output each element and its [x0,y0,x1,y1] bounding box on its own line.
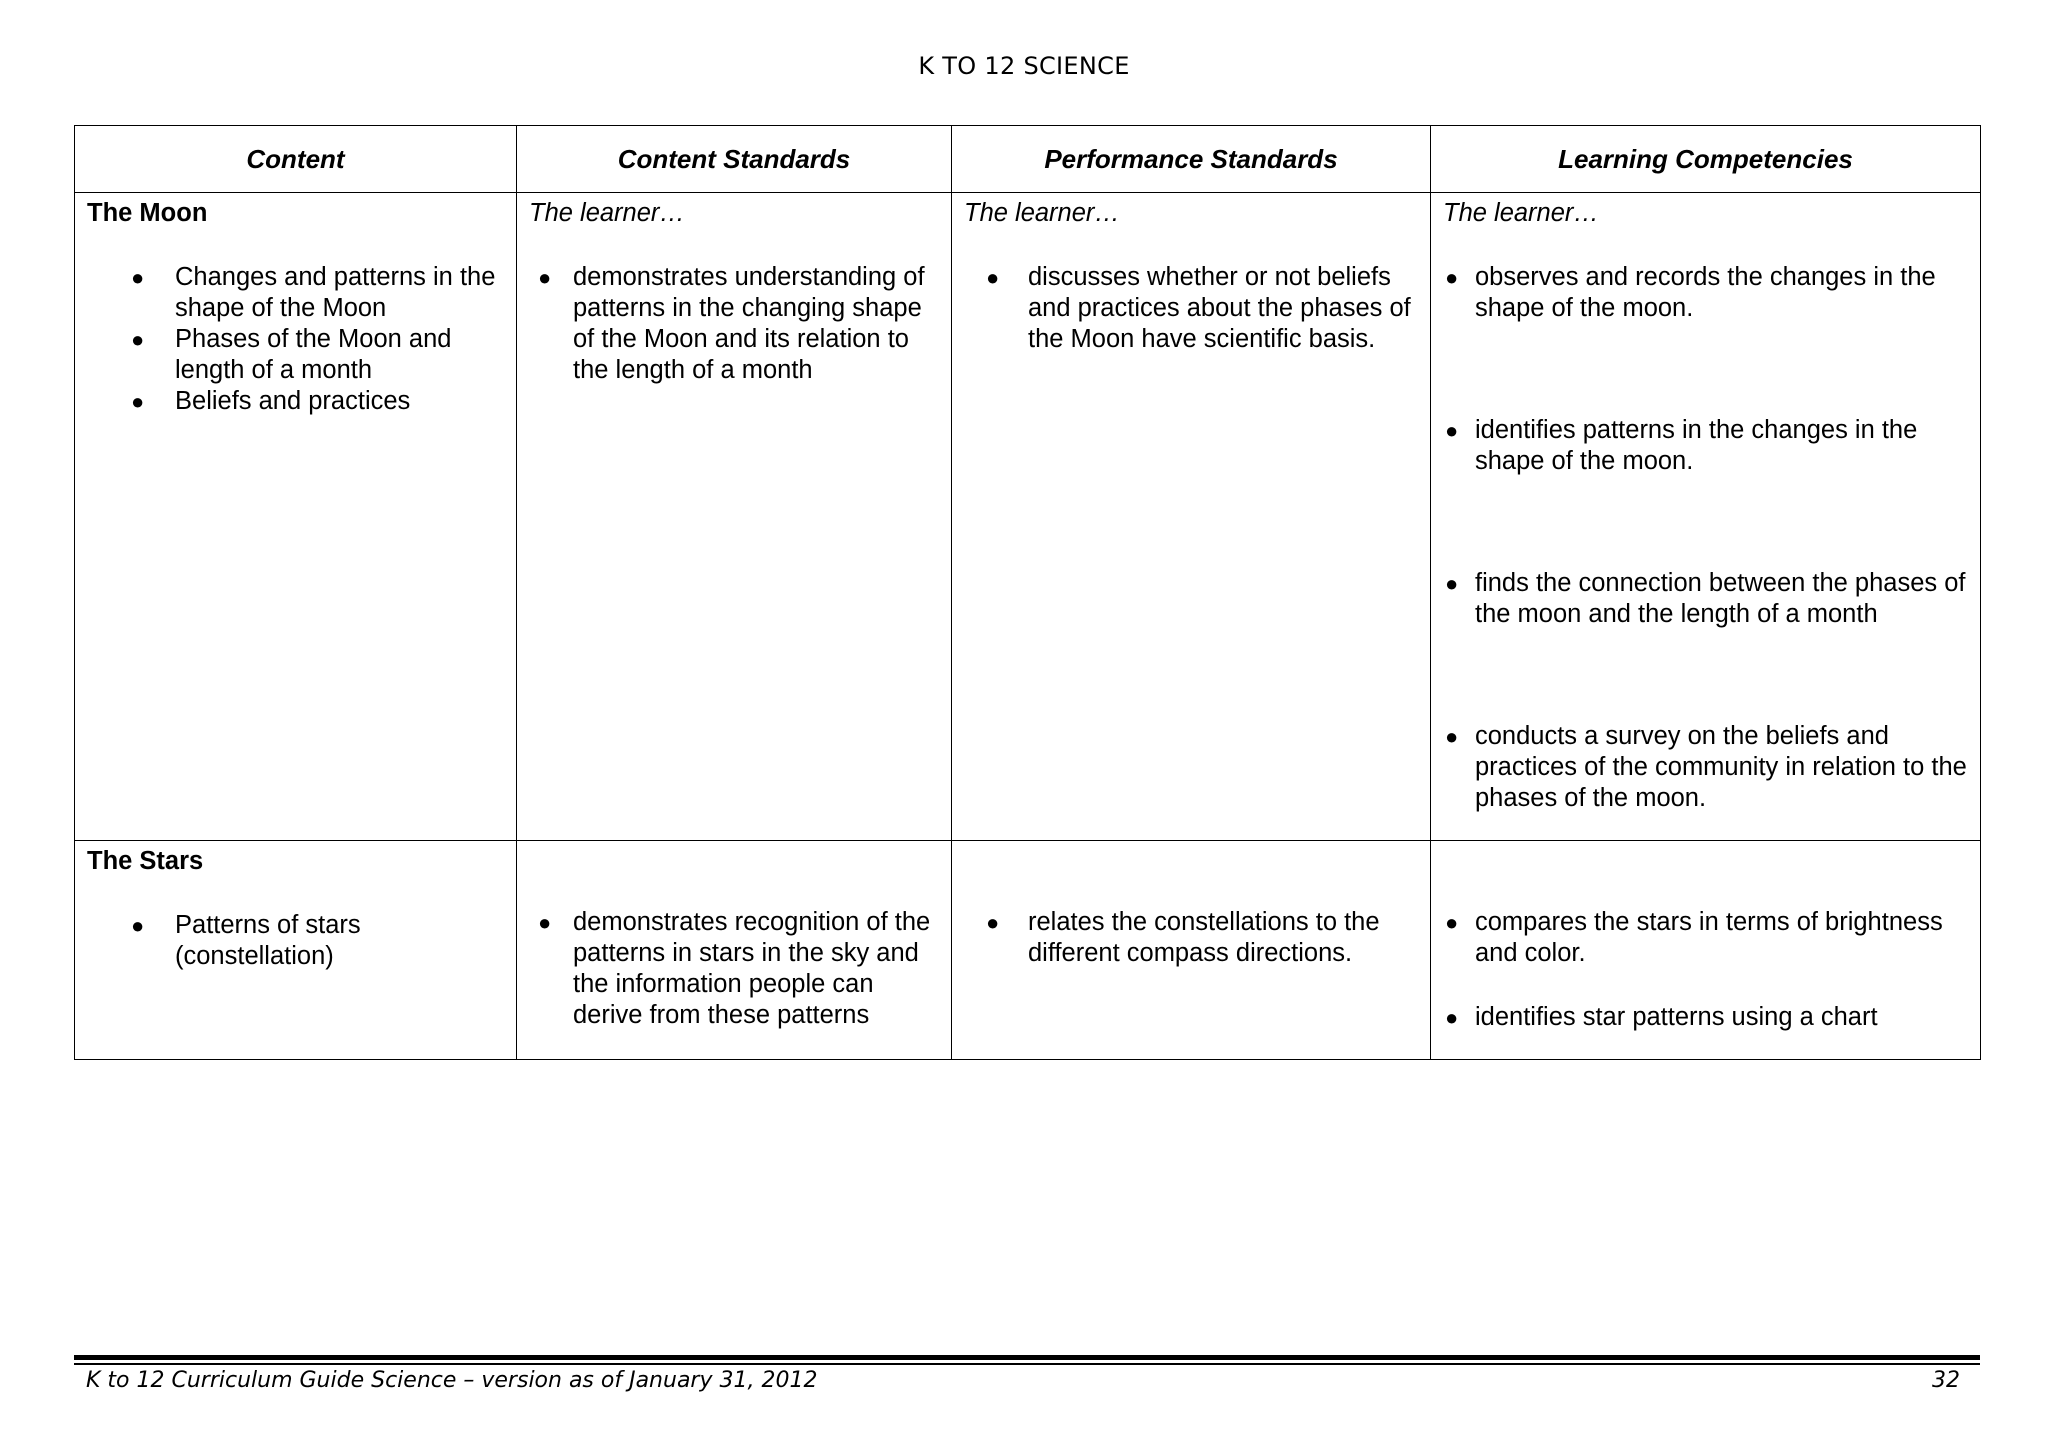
list-item [1445,1002,1968,1033]
list-item-text: Changes and patterns in the shape of the Moon [175,263,496,322]
content-standards-list [529,907,939,1031]
column-header-learning-competencies: Learning Competencies [1431,126,1981,193]
list-item-text: identifies patterns in the changes in the shape of the moon. [1475,416,1918,475]
list-item-text: finds the connection between the phases of the moon and the length of a month [1475,569,1966,628]
bullet-icon: ● [1445,910,1459,935]
bullet-icon: ● [1445,1005,1459,1030]
learner-intro: The learner… [1443,199,1599,227]
bullet-icon: ● [131,389,145,414]
bullet-icon: ● [538,910,552,935]
list-item-text: observes and records the changes in the shape of the moon. [1475,263,1936,322]
learning-competencies-cell [1431,841,1981,1060]
list-item [1445,907,1968,969]
performance-standards-list [964,907,1418,969]
list-item [1445,568,1968,630]
list-item [131,262,504,324]
content-list [87,262,504,417]
content-standards-cell [517,841,952,1060]
list-item [986,907,1418,969]
table-row [75,841,1981,1060]
bullet-icon: ● [986,910,1000,935]
bullet-icon: ● [1445,265,1459,290]
content-cell [75,193,517,841]
list-item-text: conducts a survey on the beliefs and practices of the community in relation to the phases of the moon. [1475,722,1967,812]
bullet-icon: ● [1445,724,1459,749]
list-item-text: Patterns of stars (constellation) [175,911,361,970]
list-item [538,907,939,1031]
table-row [75,193,1981,841]
bullet-icon: ● [986,265,1000,290]
footer-rule [74,1355,1980,1360]
bullet-icon: ● [1445,571,1459,596]
list-item-text: Beliefs and practices [175,387,411,415]
page-number: 32 [1932,1368,1960,1393]
list-item-text: Phases of the Moon and length of a month [175,325,452,384]
learner-intro: The learner… [964,199,1120,227]
list-item-text: discusses whether or not beliefs and practices about the phases of the Moon have scientific basis. [1028,263,1411,353]
list-item [1445,721,1968,814]
footer-rule-thin [74,1363,1980,1365]
content-list [87,910,504,972]
footer-document-info: K to 12 Curriculum Guide Science – version as of January 31, 2012 [86,1368,818,1393]
list-item [131,324,504,386]
performance-standards-list [964,262,1418,355]
list-item-text: demonstrates recognition of the patterns in stars in the sky and the information people can derive from these patterns [573,908,931,1029]
column-header-performance-standards: Performance Standards [952,126,1431,193]
curriculum-table [74,125,1981,1060]
list-item-text: relates the constellations to the different compass directions. [1028,908,1380,967]
list-item-text: identifies star patterns using a chart [1475,1003,1878,1031]
content-standards-list [529,262,939,386]
page-header: K TO 12 SCIENCE [918,52,1130,80]
table-header-row [75,126,1981,193]
bullet-icon: ● [538,265,552,290]
content-title: The Moon [87,199,208,227]
performance-standards-cell [952,193,1431,841]
list-item-text: demonstrates understanding of patterns in the changing shape of the Moon and its relation to the length of a month [573,263,925,384]
performance-standards-cell [952,841,1431,1060]
learning-competencies-cell [1431,193,1981,841]
bullet-icon: ● [1445,418,1459,443]
bullet-icon: ● [131,265,145,290]
content-title: The Stars [87,847,204,875]
list-item [1445,415,1968,477]
learning-competencies-list [1443,907,1968,1033]
content-standards-cell [517,193,952,841]
column-header-content: Content [75,126,517,193]
list-item [538,262,939,386]
list-item [131,910,504,972]
list-item-text: compares the stars in terms of brightness and color. [1475,908,1943,967]
learning-competencies-list [1443,262,1968,814]
list-item [986,262,1418,355]
bullet-icon: ● [131,327,145,352]
bullet-icon: ● [131,913,145,938]
list-item [1445,262,1968,324]
content-cell [75,841,517,1060]
list-item [131,386,504,417]
column-header-content-standards: Content Standards [517,126,952,193]
learner-intro: The learner… [529,199,685,227]
